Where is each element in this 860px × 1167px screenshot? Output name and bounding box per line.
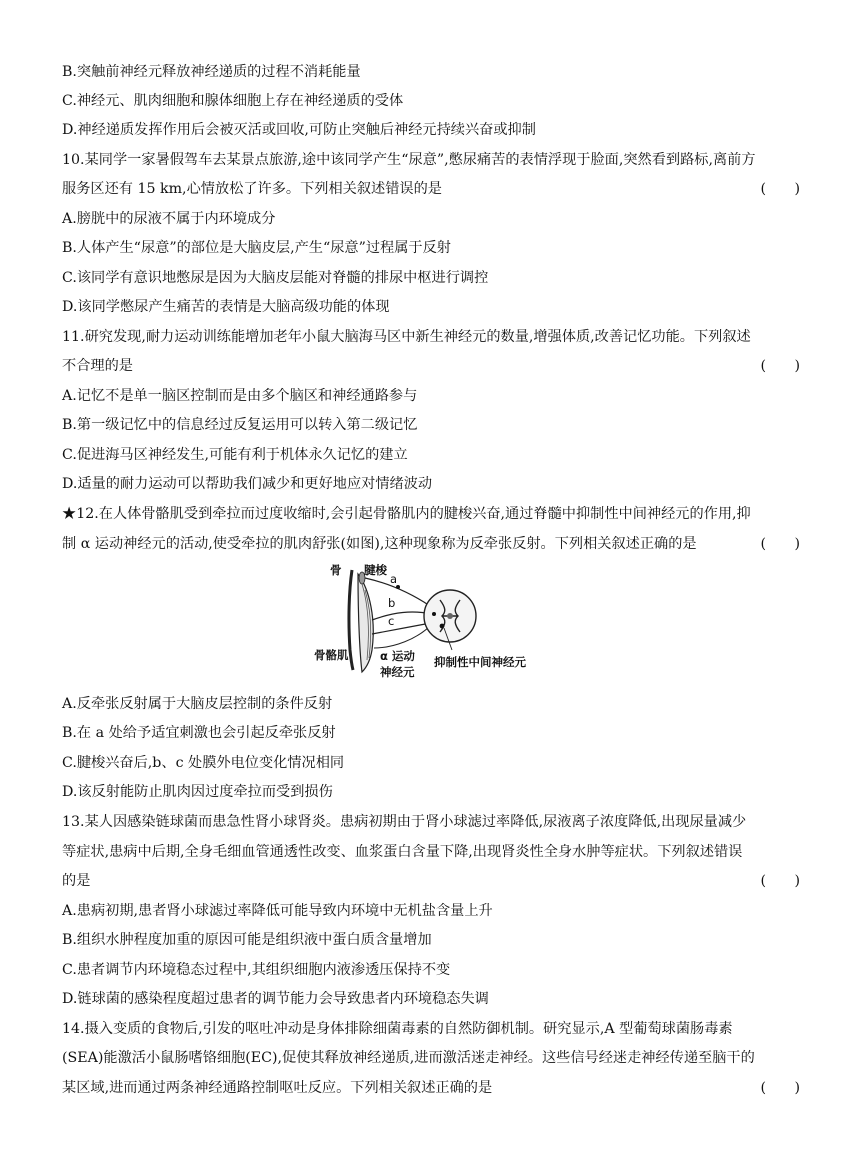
q11-option-a: A.记忆不是单一脑区控制而是由多个脑区和神经通路参与 [62,388,418,404]
label-a: a [390,572,398,586]
q9-option-b: B.突触前神经元释放神经递质的过程不消耗能量 [62,64,361,80]
afferent-nerve-a [365,578,430,606]
q11-stem-line1: 11.研究发现,耐力运动训练能增加老年小鼠大脑海马区中新生神经元的数量,增强体质,改善记忆功能。下列叙述 [62,329,751,345]
q13-option-d: D.链球菌的感染程度超过患者的调节能力会导致患者内环境稳态失调 [62,991,489,1007]
reflex-diagram [314,560,562,688]
q12-option-c: C.腱梭兴奋后,b、c 处膜外电位变化情况相同 [62,755,345,771]
q14-stem-line2: (SEA)能激活小鼠肠嗜铬细胞(EC),促使其释放神经递质,进而激活迷走神经。这些信号经迷走神经传递至脑干的 [62,1050,755,1066]
q9-option-d: D.神经递质发挥作用后会被灭活或回收,可防止突触后神经元持续兴奋或抑制 [62,122,536,138]
label-skeletal-muscle: 骨骼肌 [314,648,349,662]
q12-answer-bracket: ( ) [760,536,800,552]
q14-stem-line1: 14.摄入变质的食物后,引发的呕吐冲动是身体排除细菌毒素的自然防御机制。研究显示,A 型葡萄球菌肠毒素 [62,1021,733,1037]
q10-answer-bracket: ( ) [760,181,800,197]
label-b: b [388,596,396,610]
q12-option-b: B.在 a 处给予适宜刺激也会引起反牵张反射 [62,725,336,741]
q12-option-a: A.反牵张反射属于大脑皮层控制的条件反射 [62,696,333,712]
label-alpha-motor-neuron-line2: 神经元 [380,665,415,679]
nerve-b [372,612,432,620]
muscle-shape [358,574,373,672]
label-tendon-spindle: 腱梭 [364,563,387,577]
q10-option-c: C.该同学有意识地憋尿是因为大脑皮层能对脊髓的排尿中枢进行调控 [62,270,489,286]
q10-stem-line2: 服务区还有 15 km,心情放松了许多。下列相关叙述错误的是 [62,181,442,197]
q11-option-d: D.适量的耐力运动可以帮助我们减少和更好地应对情绪波动 [62,476,433,492]
q13-stem-line2: 等症状,患病中后期,全身毛细血管通透性改变、血浆蛋白含量下降,出现肾炎性全身水肿等症状。下列叙述错误 [62,844,743,860]
q10-option-a: A.膀胱中的尿液不属于内环境成分 [62,211,276,227]
q12-stem-line1: ★12.在人体骨骼肌受到牵拉而过度收缩时,会引起骨骼肌内的腱梭兴奋,通过脊髓中抑制性中间神经元的作用,抑 [62,506,751,522]
q11-option-c: C.促进海马区神经发生,可能有利于机体永久记忆的建立 [62,447,408,463]
q13-stem-line1: 13.某人因感染链球菌而患急性肾小球肾炎。患病初期由于肾小球滤过率降低,尿液离子浓度降低,出现尿量减少 [62,814,747,830]
q11-answer-bracket: ( ) [760,358,800,374]
q13-stem-line3: 的是 [62,873,91,889]
q14-stem-line3: 某区域,进而通过两条神经通路控制呕吐反应。下列相关叙述正确的是 [62,1080,493,1096]
q13-option-c: C.患者调节内环境稳态过程中,其组织细胞内液渗透压保持不变 [62,962,451,978]
q13-option-a: A.患病初期,患者肾小球滤过率降低可能导致内环境中无机盐含量上升 [62,903,493,919]
q12-stem-line2: 制 α 运动神经元的活动,使受牵拉的肌肉舒张(如图),这种现象称为反牵张反射。下列相关叙述正确的是 [62,536,697,552]
q11-option-b: B.第一级记忆中的信息经过反复运用可以转入第二级记忆 [62,417,418,433]
q13-option-b: B.组织水肿程度加重的原因可能是组织液中蛋白质含量增加 [62,932,432,948]
alpha-motor-path [374,622,434,648]
q11-stem-line2: 不合理的是 [62,358,133,374]
label-inhibitory-interneuron: 抑制性中间神经元 [434,655,526,669]
q10-stem-line1: 10.某同学一家暑假驾车去某景点旅游,途中该同学产生“尿意”,憋尿痛苦的表情浮现于脸面,突然看到路标,离前方 [62,152,756,168]
q10-option-d: D.该同学憋尿产生痛苦的表情是大脑高级功能的体现 [62,299,390,315]
q14-answer-bracket: ( ) [760,1080,800,1096]
bone-shape [349,570,353,670]
label-c: c [388,614,395,628]
q13-answer-bracket: ( ) [760,873,800,889]
label-bone: 骨 [330,563,342,577]
label-alpha-motor-neuron-line1: α 运动 [380,649,415,663]
q12-option-d: D.该反射能防止肌肉因过度牵拉而受到损伤 [62,784,333,800]
q10-option-b: B.人体产生“尿意”的部位是大脑皮层,产生“尿意”过程属于反射 [62,240,451,256]
q9-option-c: C.神经元、肌肉细胞和腺体细胞上存在神经递质的受体 [62,93,404,109]
